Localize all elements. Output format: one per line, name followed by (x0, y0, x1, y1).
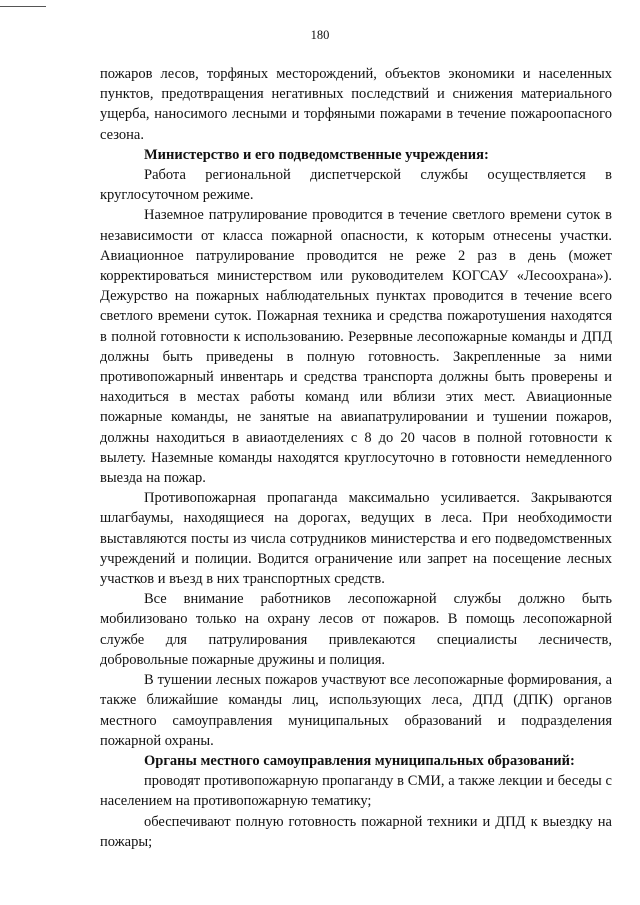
top-scan-rule (0, 6, 46, 7)
paragraph-media-propaganda: проводят противопожарную пропаганду в СМИ, а также лекции и беседы с населением на противопожарную тематику; (100, 773, 612, 810)
paragraph-patrolling: Наземное патрулирование проводится в течение светлого времени суток в независимости от класса пожарной опасности, к которым отнесены участки. Авиационное патрулирование проводится не реже 2 раз в день (может корректироваться министерством или руководителем КОГСАУ «Лесоохрана»). Дежурство на пожарных наблюдательных пунктах проводится в течение всего светлого времени суток. Пожарная техника и средства пожаротушения находятся в полной готовности к использованию. Резервные лесопожарные команды и ДПД должны быть приведены в полную готовность. Закрепленные за ними противопожарный инвентарь и средства транспорта должны быть проверены и находиться в местах работы команд или вблизи этих мест. Авиационные пожарные команды, не занятые на авиапатрулировании и тушении пожаров, должны находиться в авиаотделениях с 8 до 20 часов в полной готовности к вылету. Наземные команды находятся круглосуточно в готовности немедленного выезда на пожар. (100, 207, 612, 487)
page-number: 180 (310, 28, 330, 42)
paragraph-intro-continuation: пожаров лесов, торфяных месторождений, объектов экономики и населенных пунктов, предотвращения негативных последствий и снижения материального ущерба, наносимого лесными и торфяными пожарами в течение пожароопасного сезона. (100, 66, 612, 143)
paragraph-firefighting: В тушении лесных пожаров участвуют все лесопожарные формирования, а также ближайшие команды лиц, использующих леса, ДПД (ДПК) органов местного самоуправления муниципальных образований и подразделения пожарной охраны. (100, 672, 612, 749)
paragraph-dispatch-service: Работа региональной диспетчерской службы осуществляется в круглосуточном режиме. (100, 167, 612, 204)
document-body (100, 64, 612, 852)
section-heading-local-government: Органы местного самоуправления муниципальных образований: (144, 752, 575, 769)
paragraph-propaganda: Противопожарная пропаганда максимально усиливается. Закрываются шлагбаумы, находящиеся на дорогах, ведущих в леса. При необходимости выставляются посты из числа сотрудников министерства и его подведомственных учреждений и полиции. Водится ограничение или запрет на посещение лесных участков и въезд в них транспортных средств. (100, 490, 612, 588)
section-heading-ministry: Министерство и его подведомственные учреждения: (144, 146, 489, 163)
paragraph-equipment-readiness: обеспечивают полную готовность пожарной техники и ДПД к выездку на пожары; (100, 813, 612, 850)
paragraph-mobilization: Все внимание работников лесопожарной службы должно быть мобилизовано только на охрану лесов от пожаров. В помощь лесопожарной службе для патрулирования привлекаются специалисты лесничеств, добровольные пожарные дружины и полиция. (100, 591, 612, 668)
